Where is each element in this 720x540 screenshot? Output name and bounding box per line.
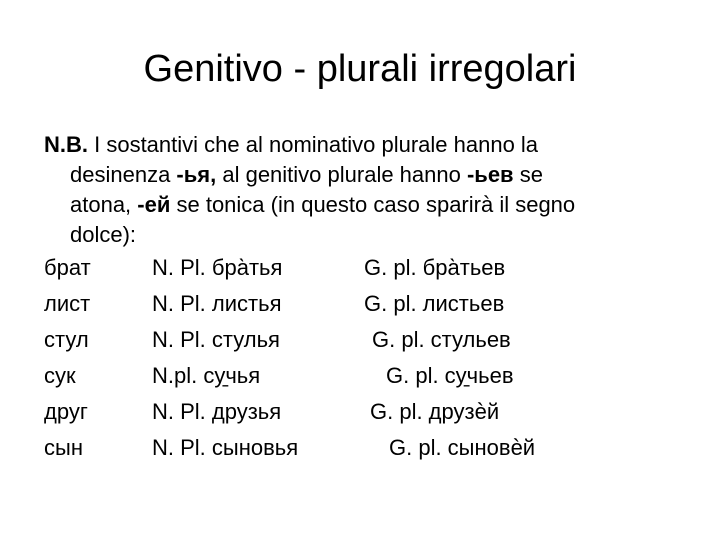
nominative-plural-cell: N. Pl. стулья xyxy=(152,327,280,352)
nominative-plural-cell: N. Pl. сыновья xyxy=(152,435,299,460)
nominative-plural-cell: N. Pl. листья xyxy=(152,291,282,316)
nominative-plural-cell: N. Pl. друзья xyxy=(152,399,282,424)
note-text: desinenza xyxy=(70,162,177,187)
table-row xyxy=(44,322,704,358)
word-cell: друг xyxy=(44,399,88,424)
note-line-1 xyxy=(44,130,694,160)
word-cell: лист xyxy=(44,291,91,316)
nominative-plural-cell: N.pl. су̱чья xyxy=(152,363,261,388)
note-text: se xyxy=(513,162,543,187)
note-nb-label: N.B. xyxy=(44,132,88,157)
note-ending-gen: -ьев xyxy=(466,162,514,187)
word-cell: брат xyxy=(44,255,91,280)
note-line-2 xyxy=(44,160,694,190)
genitive-plural-cell: G. pl. друзѐй xyxy=(370,399,500,424)
table-row xyxy=(44,358,704,394)
table-row xyxy=(44,430,704,466)
nominative-plural-cell: N. Pl. бра̀тья xyxy=(152,255,283,280)
note-line-3 xyxy=(44,190,694,220)
genitive-plural-cell: G. pl. су̱чьев xyxy=(386,363,514,388)
note-text: I sostantivi che al nominativo plurale hanno la xyxy=(88,132,539,157)
note-ending-tonic: -ей xyxy=(137,192,171,217)
genitive-plural-cell: G. pl. стульев xyxy=(372,327,511,352)
word-cell: сук xyxy=(44,363,76,388)
note-text: se tonica (in questo caso sparirà il segno xyxy=(170,192,576,217)
note-ending-nom: -ья, xyxy=(176,162,217,187)
table-row xyxy=(44,286,704,322)
genitive-plural-cell: G. pl. листьев xyxy=(364,291,505,316)
table-row xyxy=(44,250,704,286)
slide-title: Genitivo - plurali irregolari xyxy=(143,48,577,90)
declension-table xyxy=(44,250,704,466)
note-line-4: dolce): xyxy=(70,222,137,247)
note-text: atona, xyxy=(70,192,138,217)
word-cell: сын xyxy=(44,435,83,460)
table-row xyxy=(44,394,704,430)
genitive-plural-cell: G. pl. сыновѐй xyxy=(389,435,536,460)
note-paragraph xyxy=(44,130,694,250)
note-text: al genitivo plurale hanno xyxy=(216,162,467,187)
word-cell: стул xyxy=(44,327,89,352)
genitive-plural-cell: G. pl. бра̀тьев xyxy=(364,255,506,280)
